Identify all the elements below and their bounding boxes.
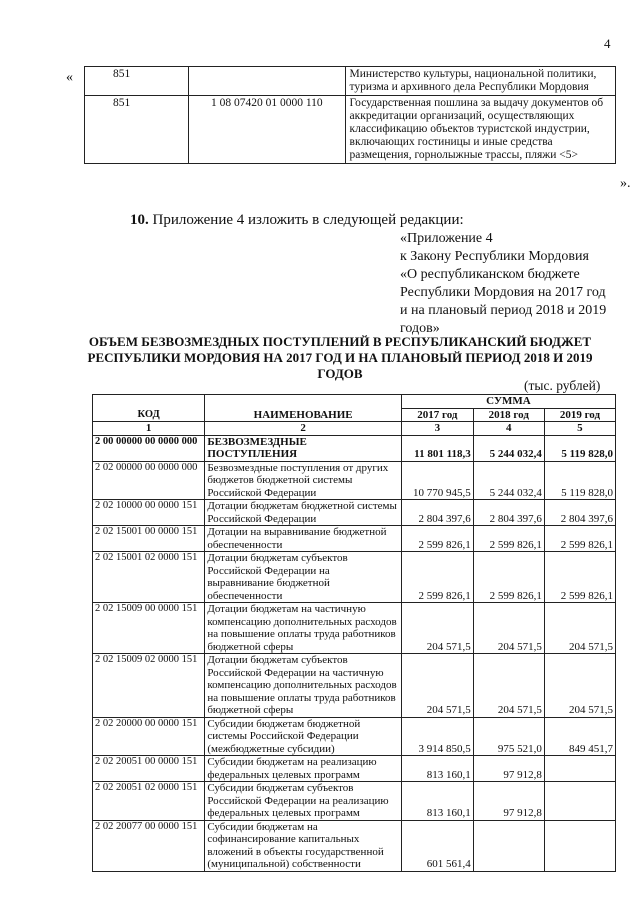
value-2019-cell: 2 804 397,6 — [544, 500, 615, 526]
value-2018-cell: 204 571,5 — [473, 654, 544, 718]
value-2019-cell: 204 571,5 — [544, 603, 615, 654]
value-2017-cell: 204 571,5 — [401, 654, 473, 718]
name-cell: Дотации бюджетам бюджетной системы Российской Федерации — [205, 500, 402, 526]
table-row — [93, 526, 616, 552]
value-2019-cell — [544, 756, 615, 782]
code-cell: 2 02 20051 00 0000 151 — [93, 756, 205, 782]
value-2018-cell: 204 571,5 — [473, 603, 544, 654]
code-cell: 2 02 20077 00 0000 151 — [93, 820, 205, 871]
value-2017-cell: 11 801 118,3 — [401, 435, 473, 461]
table-row — [93, 603, 616, 654]
column-number: 5 — [544, 422, 615, 436]
value-2018-cell: 2 599 826,1 — [473, 526, 544, 552]
revenue-code-cell — [189, 67, 346, 96]
continued-table — [84, 66, 616, 164]
table-row — [93, 654, 616, 718]
units-label: (тыс. рублей) — [524, 378, 601, 393]
code-cell: 2 02 20000 00 0000 151 — [93, 717, 205, 756]
value-2017-cell: 2 804 397,6 — [401, 500, 473, 526]
name-cell: Дотации бюджетам на частичную компенсацию дополнительных расходов на повышение оплаты труда работников бюджетной сферы — [205, 603, 402, 654]
section-body: Приложение 4 изложить в следующей редакции: — [148, 212, 464, 228]
column-number: 4 — [473, 422, 544, 436]
value-2018-cell: 975 521,0 — [473, 717, 544, 756]
admin-name-cell: Министерство культуры, национальной политики, туризма и архивного дела Республики Мордовия — [345, 67, 615, 96]
table-row — [93, 782, 616, 821]
code-cell: 2 02 15009 02 0000 151 — [93, 654, 205, 718]
code-cell: 2 00 00000 00 0000 000 — [93, 435, 205, 461]
code-cell: 2 02 15001 02 0000 151 — [93, 552, 205, 603]
appendix-line: к Закону Республики Мордовия — [400, 249, 589, 264]
header-year-2019: 2019 год — [544, 408, 615, 422]
appendix-header — [400, 230, 630, 338]
code-cell: 2 02 20051 02 0000 151 — [93, 782, 205, 821]
name-cell: Субсидии бюджетам субъектов Российской Федерации на реализацию федеральных целевых программ — [205, 782, 402, 821]
code-cell: 2 02 15009 00 0000 151 — [93, 603, 205, 654]
closing-quote: ». — [620, 176, 631, 191]
revenue-table — [92, 394, 616, 872]
header-code: КОД — [93, 395, 205, 422]
value-2017-cell: 204 571,5 — [401, 603, 473, 654]
value-2017-cell: 10 770 945,5 — [401, 461, 473, 500]
name-cell: Субсидии бюджетам на реализацию федеральных целевых программ — [205, 756, 402, 782]
header-name: НАИМЕНОВАНИЕ — [205, 395, 402, 422]
value-2017-cell: 2 599 826,1 — [401, 526, 473, 552]
table-row — [93, 435, 616, 461]
value-2019-cell: 5 119 828,0 — [544, 435, 615, 461]
table-row — [93, 552, 616, 603]
value-2018-cell: 2 804 397,6 — [473, 500, 544, 526]
opening-quote: « — [66, 70, 73, 85]
value-2019-cell: 2 599 826,1 — [544, 526, 615, 552]
value-2019-cell: 5 119 828,0 — [544, 461, 615, 500]
column-number: 1 — [93, 422, 205, 436]
table-row — [93, 717, 616, 756]
value-2017-cell: 813 160,1 — [401, 782, 473, 821]
admin-code-cell: 851 — [85, 67, 189, 96]
name-cell: Дотации бюджетам субъектов Российской Федерации на частичную компенсацию дополнительных расходов на повышение оплаты труда работников бюджетной сферы — [205, 654, 402, 718]
appendix-line: Республики Мордовия на 2017 год — [400, 285, 606, 300]
header-year-2017: 2017 год — [401, 408, 473, 422]
column-number-row — [93, 422, 616, 436]
code-cell: 2 02 15001 00 0000 151 — [93, 526, 205, 552]
column-number: 2 — [205, 422, 402, 436]
value-2019-cell: 204 571,5 — [544, 654, 615, 718]
value-2018-cell: 2 599 826,1 — [473, 552, 544, 603]
value-2017-cell: 3 914 850,5 — [401, 717, 473, 756]
code-cell: 2 02 00000 00 0000 000 — [93, 461, 205, 500]
name-cell: Безвозмездные поступления от других бюджетов бюджетной системы Российской Федерации — [205, 461, 402, 500]
header-sum: СУММА — [401, 395, 615, 409]
code-cell: 2 02 10000 00 0000 151 — [93, 500, 205, 526]
table-row — [93, 820, 616, 871]
table-row — [93, 461, 616, 500]
revenue-name-cell: Государственная пошлина за выдачу документов об аккредитации организаций, осуществляющих классификацию объектов туристской индустрии, включающих гостиницы и иные средства размещения, горнолыжные трассы, пляжи <5> — [345, 96, 615, 164]
name-cell: БЕЗВОЗМЕЗДНЫЕ ПОСТУПЛЕНИЯ — [205, 435, 402, 461]
value-2019-cell — [544, 782, 615, 821]
page-number: 4 — [604, 36, 611, 51]
value-2019-cell: 849 451,7 — [544, 717, 615, 756]
name-cell: Субсидии бюджетам бюджетной системы Российской Федерации (межбюджетные субсидии) — [205, 717, 402, 756]
section-number: 10. — [130, 212, 149, 228]
value-2017-cell: 601 561,4 — [401, 820, 473, 871]
revenue-code-cell: 1 08 07420 01 0000 110 — [189, 96, 346, 164]
header-year-2018: 2018 год — [473, 408, 544, 422]
name-cell: Субсидии бюджетам на софинансирование капитальных вложений в объекты государственной (муниципальной) собственности — [205, 820, 402, 871]
admin-code-cell: 851 — [85, 96, 189, 164]
value-2018-cell: 5 244 032,4 — [473, 461, 544, 500]
appendix-line: годов» — [400, 321, 440, 336]
value-2019-cell: 2 599 826,1 — [544, 552, 615, 603]
value-2018-cell: 97 912,8 — [473, 782, 544, 821]
document-title: ОБЪЕМ БЕЗВОЗМЕЗДНЫХ ПОСТУПЛЕНИЙ В РЕСПУБЛИКАНСКИЙ БЮДЖЕТ РЕСПУБЛИКИ МОРДОВИЯ НА 2017 ГОД И НА ПЛАНОВЫЙ ПЕРИОД 2018 И 2019 ГОДОВ — [87, 334, 593, 381]
value-2018-cell — [473, 820, 544, 871]
table-row — [85, 67, 616, 96]
value-2017-cell: 813 160,1 — [401, 756, 473, 782]
value-2019-cell — [544, 820, 615, 871]
table-row — [93, 500, 616, 526]
table-row — [85, 96, 616, 164]
value-2017-cell: 2 599 826,1 — [401, 552, 473, 603]
section-10-text — [130, 212, 464, 229]
appendix-line: и на плановый период 2018 и 2019 — [400, 303, 607, 318]
value-2018-cell: 5 244 032,4 — [473, 435, 544, 461]
name-cell: Дотации бюджетам субъектов Российской Федерации на выравнивание бюджетной обеспеченности — [205, 552, 402, 603]
value-2018-cell: 97 912,8 — [473, 756, 544, 782]
header-row — [93, 395, 616, 409]
appendix-line: «Приложение 4 — [400, 231, 493, 246]
column-number: 3 — [401, 422, 473, 436]
table-row — [93, 756, 616, 782]
name-cell: Дотации на выравнивание бюджетной обеспеченности — [205, 526, 402, 552]
appendix-line: «О республиканском бюджете — [400, 267, 580, 282]
